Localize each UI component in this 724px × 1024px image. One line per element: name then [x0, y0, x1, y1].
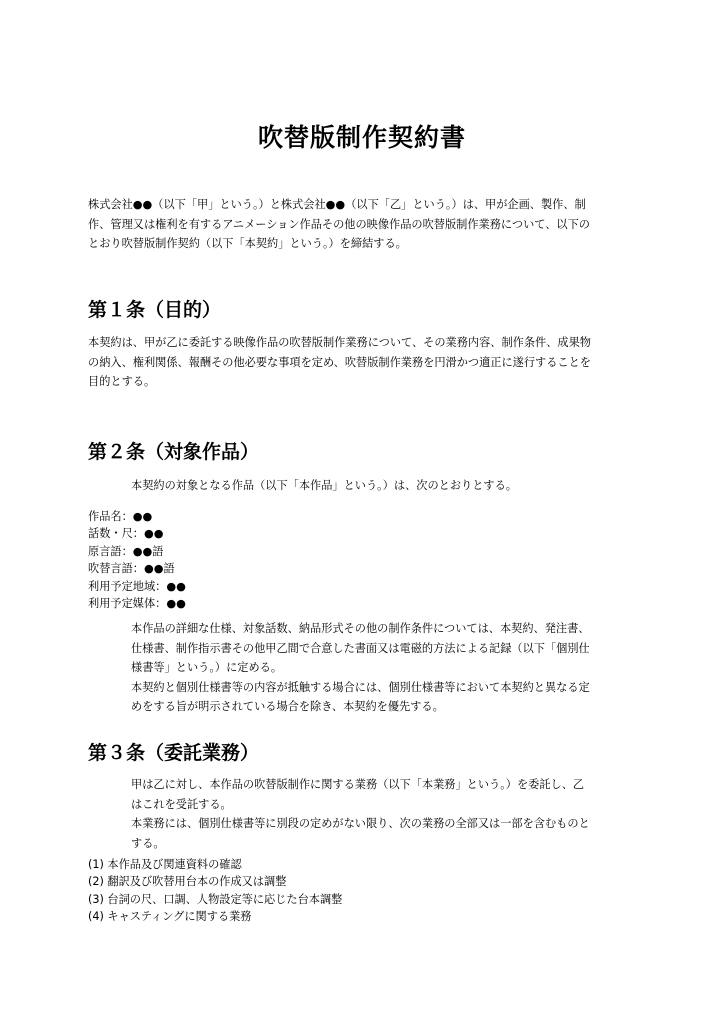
work-details-list: [88, 508, 186, 612]
list-item: 利用予定地域：●●: [88, 579, 186, 593]
clause-line: 本業務には、個別仕様書等に別段の定めがない限り、次の業務の全部又は一部を含むものと: [131, 817, 590, 830]
preamble-line: とおり吹替版制作契約（以下「本契約」という。）を締結する。: [88, 237, 407, 250]
article-3-clauses: [131, 775, 640, 853]
entrusted-tasks-list: [88, 856, 342, 926]
clause-line: 様書等」という。）に定める。: [131, 661, 283, 674]
list-item: (2) 翻訳及び吹替用台本の作成又は調整: [88, 875, 287, 889]
list-item: (4) キャスティングに関する業務: [88, 910, 252, 924]
article-1-heading: 第１条（目的）: [88, 299, 222, 321]
article-3-heading: 第３条（委託業務）: [88, 742, 260, 764]
clause-line: はこれを受託する。: [131, 797, 232, 811]
list-item: 利用予定媒体：●●: [88, 597, 186, 611]
article-1-line: の納入、権利関係、報酬その他必要な事項を定め、吹替版制作業務を円滑かつ適正に遂行することを: [88, 355, 591, 369]
list-item: (1) 本作品及び関連資料の確認: [88, 858, 242, 871]
article-2-intro: [131, 476, 640, 496]
clause-line: 甲は乙に対し、本作品の吹替版制作に関する業務（以下「本業務」という。）を委託し、乙: [131, 778, 585, 791]
preamble-line: 作、管理又は権利を有するアニメーション作品その他の映像作品の吹替版制作業務について、以下の: [88, 217, 590, 231]
clause-line: めをする旨が明示されている場合を除き、本契約を優先する。: [131, 700, 444, 713]
article-1-body: [88, 333, 640, 392]
document-title: 吹替版制作契約書: [257, 123, 466, 152]
article-2-clause-2: [131, 619, 640, 717]
clause-line: する。: [131, 836, 165, 850]
preamble-line: 株式会社●●（以下「甲」という。）と株式会社●●（以下「乙」という。）は、甲が企画、製作、制: [88, 198, 586, 211]
clause-line: 本作品の詳細な仕様、対象話数、納品形式その他の制作条件については、本契約、発注書、: [131, 622, 590, 635]
list-item: 話数・尺：●●: [88, 527, 164, 541]
clause-line: 本契約と個別仕様書等の内容が抵触する場合には、個別仕様書等において本契約と異なる定: [131, 680, 590, 694]
article-2-heading: 第２条（対象作品）: [88, 441, 260, 463]
list-item: (3) 台詞の尺、口調、人物設定等に応じた台本調整: [88, 892, 343, 906]
clause-line: 仕様書、制作指示書その他甲乙間で合意した書面又は電磁的方法による記録（以下「個別仕: [131, 641, 590, 655]
article-2-intro-line: 本契約の対象となる作品（以下「本作品」という。）は、次のとおりとする。: [131, 479, 517, 492]
preamble-paragraph: [88, 195, 640, 254]
article-1-line: 目的とする。: [88, 375, 156, 388]
list-item: 作品名：●●: [88, 510, 153, 523]
article-1-line: 本契約は、甲が乙に委託する映像作品の吹替版制作業務について、その業務内容、制作条件、成果物: [88, 336, 591, 349]
list-item: 原言語：●●語: [88, 544, 164, 558]
list-item: 吹替言語：●●語: [88, 562, 175, 576]
